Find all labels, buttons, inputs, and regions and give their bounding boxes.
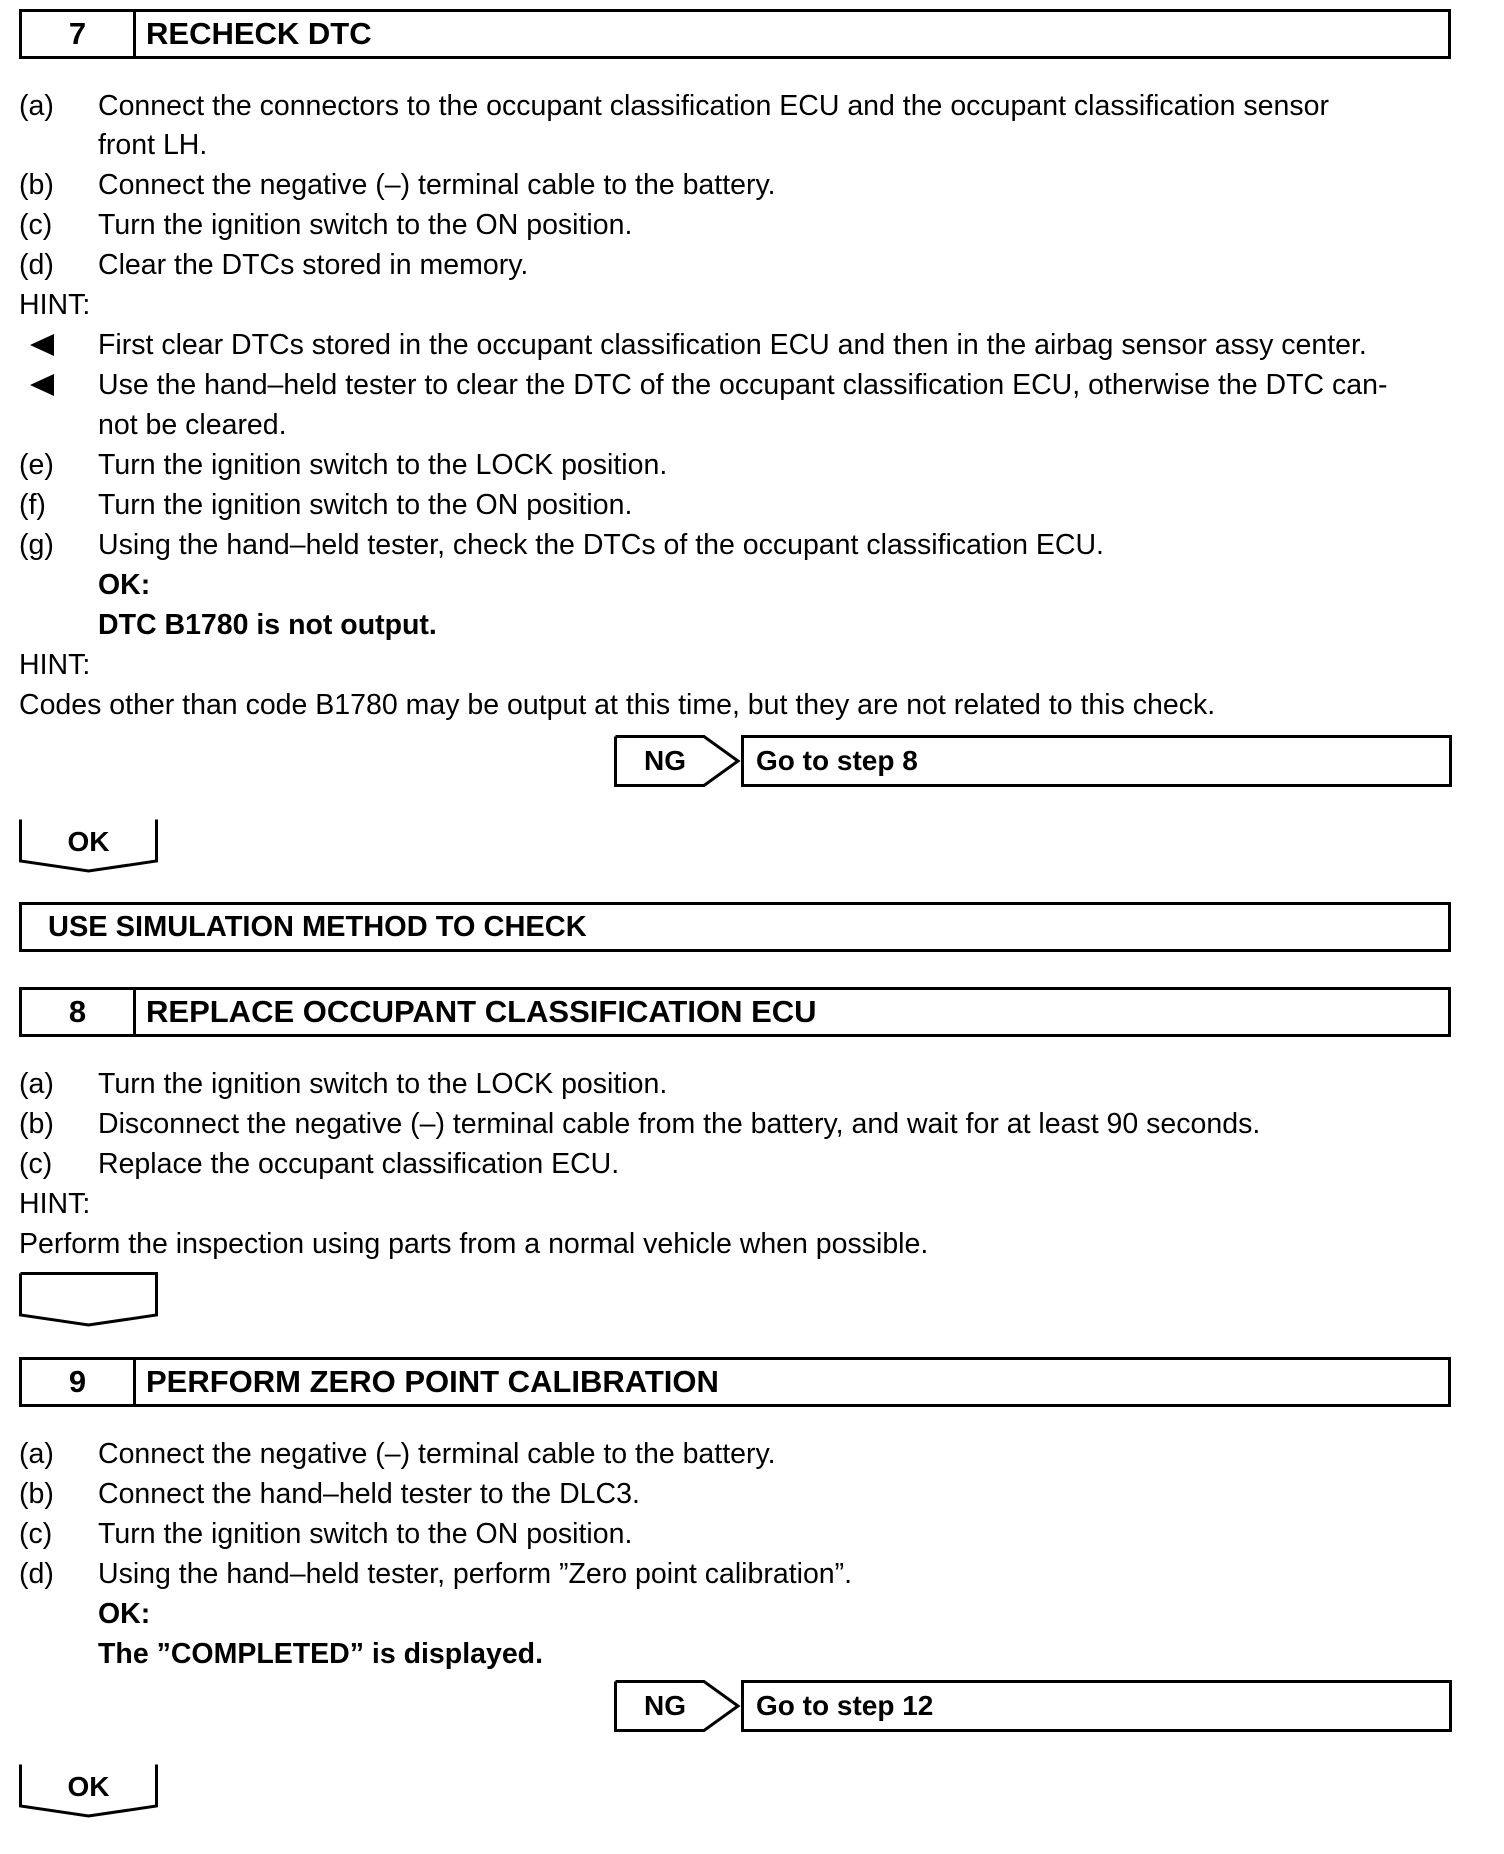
ng-branch [614, 735, 1452, 787]
item-label: (a) [19, 90, 54, 122]
item-text: front LH. [98, 129, 208, 161]
item-label: (b) [19, 1478, 54, 1510]
step-7-header [19, 9, 1451, 59]
ok-tag-label: OK [67, 826, 110, 857]
ok-flow-tag [19, 1763, 158, 1819]
goto-text: Go to step 12 [756, 1690, 934, 1721]
item-text: Replace the occupant classification ECU. [98, 1148, 620, 1180]
next-flow-tag [19, 1272, 158, 1328]
goto-step-link[interactable] [741, 1680, 1452, 1732]
item-text: Turn the ignition switch to the ON position. [98, 489, 633, 521]
step-9-header [19, 1357, 1451, 1407]
bullet-text: First clear DTCs stored in the occupant classification ECU and then in the airbag sensor assy center. [98, 329, 1367, 361]
item-label: (d) [19, 249, 54, 281]
item-text: Turn the ignition switch to the LOCK position. [98, 1068, 668, 1100]
ok-tag-label: OK [67, 1771, 110, 1802]
item-text: Connect the negative (–) terminal cable to the battery. [98, 1438, 776, 1470]
step-title: REPLACE OCCUPANT CLASSIFICATION ECU [146, 994, 817, 1029]
simulation-title: USE SIMULATION METHOD TO CHECK [48, 910, 587, 943]
item-label: (c) [19, 1148, 53, 1180]
step-title: RECHECK DTC [146, 16, 372, 51]
item-label: (a) [19, 1438, 54, 1470]
item-text: Connect the negative (–) terminal cable to the battery. [98, 169, 776, 201]
item-text: Turn the ignition switch to the ON position. [98, 1518, 633, 1550]
item-label: (b) [19, 1108, 54, 1140]
item-text: Connect the hand–held tester to the DLC3. [98, 1478, 640, 1510]
item-label: (c) [19, 209, 53, 241]
ng-branch [614, 1680, 1452, 1732]
step-number: 8 [22, 990, 136, 1034]
step-number: 7 [22, 12, 136, 56]
item-label: (f) [19, 489, 46, 521]
item-text: Clear the DTCs stored in memory. [98, 249, 529, 281]
item-text: Using the hand–held tester, perform ”Zero point calibration”. [98, 1558, 853, 1590]
item-text: Turn the ignition switch to the ON position. [98, 209, 633, 241]
item-label: (d) [19, 1558, 54, 1590]
triangle-bullet-icon [30, 334, 54, 356]
ng-label: NG [644, 745, 686, 776]
item-text: Turn the ignition switch to the LOCK position. [98, 449, 668, 481]
goto-step-link[interactable] [741, 735, 1452, 787]
item-label: (g) [19, 529, 54, 561]
simulation-method-box [19, 902, 1451, 952]
ng-label: NG [644, 1690, 686, 1721]
step-title: PERFORM ZERO POINT CALIBRATION [146, 1364, 719, 1399]
item-label: (e) [19, 449, 54, 481]
goto-text: Go to step 8 [756, 745, 918, 776]
step-8-header [19, 987, 1451, 1037]
item-label: (b) [19, 169, 54, 201]
bullet-text: not be cleared. [98, 409, 287, 441]
flow-tag-shape-icon [19, 1272, 158, 1328]
item-text: Using the hand–held tester, check the DTCs of the occupant classification ECU. [98, 529, 1104, 561]
ok-flow-tag [19, 818, 158, 874]
bullet-text: Use the hand–held tester to clear the DTC of the occupant classification ECU, otherwise the DTC can- [98, 369, 1388, 401]
triangle-bullet-icon [30, 374, 54, 396]
item-label: (a) [19, 1068, 54, 1100]
item-text: Connect the connectors to the occupant classification ECU and the occupant classification sensor [98, 90, 1329, 122]
item-text: Disconnect the negative (–) terminal cable from the battery, and wait for at least 90 seconds. [98, 1108, 1261, 1140]
item-label: (c) [19, 1518, 53, 1550]
step-number: 9 [22, 1360, 136, 1404]
